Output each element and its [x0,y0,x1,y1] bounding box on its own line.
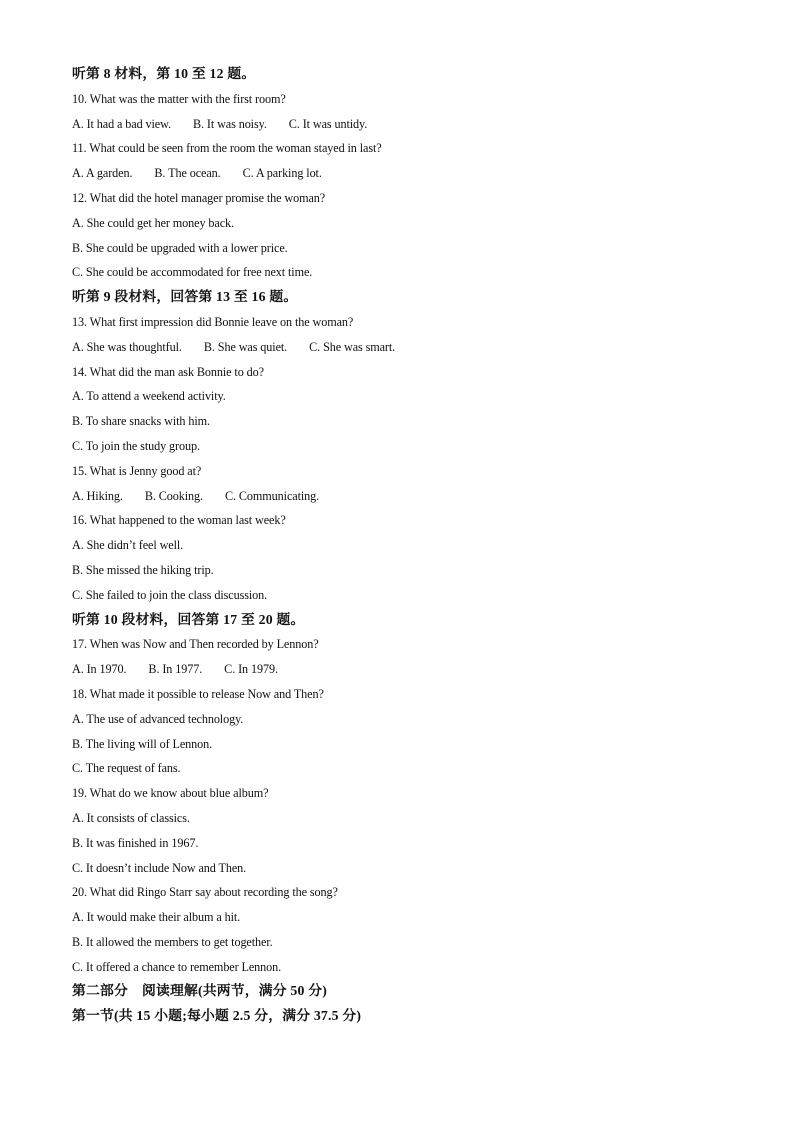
section-heading: 听第 8 材料，第 10 至 12 题。 [72,66,256,81]
section-heading: 听第 10 段材料，回答第 17 至 20 题。 [72,611,305,627]
option-b: B. The living will of Lennon. [72,736,213,751]
options-row [72,657,752,682]
question-20: 20. What did Ringo Starr say about recording the song? [72,885,338,900]
option-c: C. She could be accommodated for free next time. [72,265,313,280]
option-b: B. To share snacks with him. [72,414,210,429]
option-b: B. In 1977. [148,662,203,677]
question-18: 18. What made it possible to release Now and Then? [72,686,324,701]
option-a: A. A garden. [72,166,133,181]
question-14: 14. What did the man ask Bonnie to do? [72,364,264,379]
option-b: B. It allowed the members to get together. [72,934,273,949]
document-page [72,62,752,1029]
option-b: B. The ocean. [154,166,221,181]
question-12: 12. What did the hotel manager promise the woman? [72,190,326,205]
question-16: 16. What happened to the woman last week? [72,513,286,528]
question-17: 17. When was Now and Then recorded by Lennon? [72,637,319,652]
question-10: 10. What was the matter with the first room? [72,91,286,106]
option-b: B. She was quiet. [203,339,288,354]
option-b: B. It was noisy. [192,116,267,131]
option-a: A. It would make their album a hit. [72,910,241,925]
option-b: B. It was finished in 1967. [72,835,199,850]
option-c: C. A parking lot. [242,166,322,181]
option-a: A. It consists of classics. [72,810,190,825]
option-a: A. To attend a weekend activity. [72,389,226,404]
options-row [72,484,752,509]
option-a: A. In 1970. [72,662,127,677]
option-c: C. To join the study group. [72,438,200,453]
section-heading: 第一节(共 15 小题;每小题 2.5 分，满分 37.5 分) [72,1008,362,1024]
option-a: A. She was thoughtful. [72,339,182,354]
question-19: 19. What do we know about blue album? [72,786,269,801]
option-b: B. She could be upgraded with a lower price. [72,240,288,255]
option-c: C. In 1979. [224,662,278,677]
question-11: 11. What could be seen from the room the woman stayed in last? [72,141,382,156]
option-a: A. She didn’t feel well. [72,538,184,553]
question-15: 15. What is Jenny good at? [72,463,202,478]
option-a: A. Hiking. [72,488,123,503]
options-row [72,335,752,360]
option-c: C. It doesn’t include Now and Then. [72,860,247,875]
section-heading: 听第 9 段材料，回答第 13 至 16 题。 [72,289,298,305]
option-b: B. Cooking. [144,488,203,503]
options-row [72,112,752,137]
option-b: B. She missed the hiking trip. [72,562,214,577]
option-c: C. The request of fans. [72,761,181,776]
option-a: A. She could get her money back. [72,215,234,230]
option-a: A. The use of advanced technology. [72,711,244,726]
option-c: C. She failed to join the class discussion. [72,587,268,602]
option-c: C. She was smart. [309,339,396,354]
option-c: C. Communicating. [224,488,320,503]
options-row [72,161,752,186]
part-heading: 第二部分 阅读理解(共两节，满分 50 分) [72,983,328,999]
option-c: C. It offered a chance to remember Lennon. [72,959,282,974]
option-c: C. It was untidy. [288,116,368,131]
question-13: 13. What first impression did Bonnie leave on the woman? [72,314,354,329]
option-a: A. It had a bad view. [72,116,171,131]
